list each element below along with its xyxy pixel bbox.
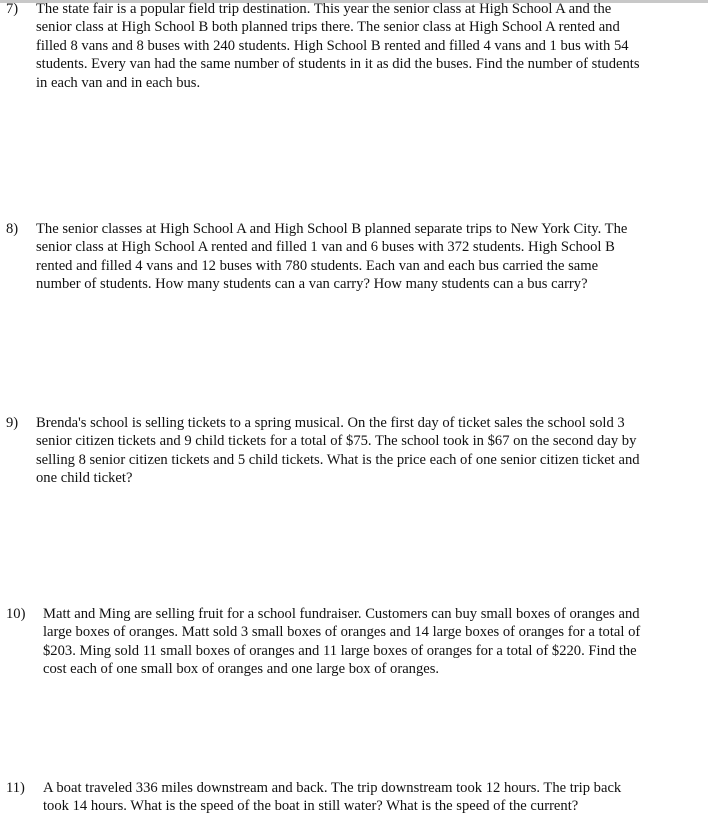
problem-8 [6, 220, 627, 294]
problem-text-line: senior class at High School A rented and filled 1 van and 6 buses with 372 students. High School B [36, 239, 615, 256]
problem-number: 9) [6, 415, 19, 431]
problem-text-line: senior class at High School B both planned trips there. The senior class at High School A rented and [36, 19, 620, 36]
problem-number: 10) [6, 606, 26, 622]
problem-number: 7) [6, 1, 19, 17]
problem-number: 8) [6, 221, 19, 237]
problem-number: 11) [6, 780, 25, 796]
problem-text-line: Matt and Ming are selling fruit for a school fundraiser. Customers can buy small boxes of oranges and [43, 606, 640, 622]
problem-text-line: one child ticket? [36, 470, 133, 487]
problem-text-line: rented and filled 4 vans and 12 buses with 780 students. Each van and each bus carried the same [36, 257, 599, 274]
problem-text-line: The state fair is a popular field trip destination. This year the senior class at High School A and the [36, 1, 612, 17]
problem-text-line: A boat traveled 336 miles downstream and back. The trip downstream took 12 hours. The trip back [43, 780, 622, 796]
problem-7 [6, 0, 640, 92]
problem-text-line: filled 8 vans and 8 buses with 240 students. High School B rented and filled 4 vans and 1 bus with 54 [36, 37, 629, 54]
problem-text-line: senior citizen tickets and 9 child tickets for a total of $75. The school took in $67 on the second day by [36, 433, 637, 450]
problem-text-line: took 14 hours. What is the speed of the boat in still water? What is the speed of the current? [43, 798, 579, 815]
problem-11 [6, 779, 621, 816]
problem-text-line: students. Every van had the same number of students in it as did the buses. Find the number of students [36, 56, 640, 73]
problem-text-line: The senior classes at High School A and High School B planned separate trips to New York City. The [36, 221, 628, 237]
problem-10 [6, 605, 640, 679]
problem-text-line: number of students. How many students can a van carry? How many students can a bus carry? [36, 276, 588, 293]
problem-text-line: large boxes of oranges. Matt sold 3 small boxes of oranges and 14 large boxes of oranges for a total of [43, 624, 641, 641]
problem-text-line: Brenda's school is selling tickets to a spring musical. On the first day of ticket sales the school sold 3 [36, 415, 625, 431]
problem-text-line: cost each of one small box of oranges and one large box of oranges. [43, 661, 440, 678]
problem-text-line: in each van and in each bus. [36, 74, 201, 91]
problem-text-line: $203. Ming sold 11 small boxes of oranges and 11 large boxes of oranges for a total of $220. Find the [43, 642, 637, 659]
problem-text-line: selling 8 senior citizen tickets and 5 child tickets. What is the price each of one senior citizen ticket and [36, 451, 640, 468]
problem-9 [6, 414, 640, 488]
